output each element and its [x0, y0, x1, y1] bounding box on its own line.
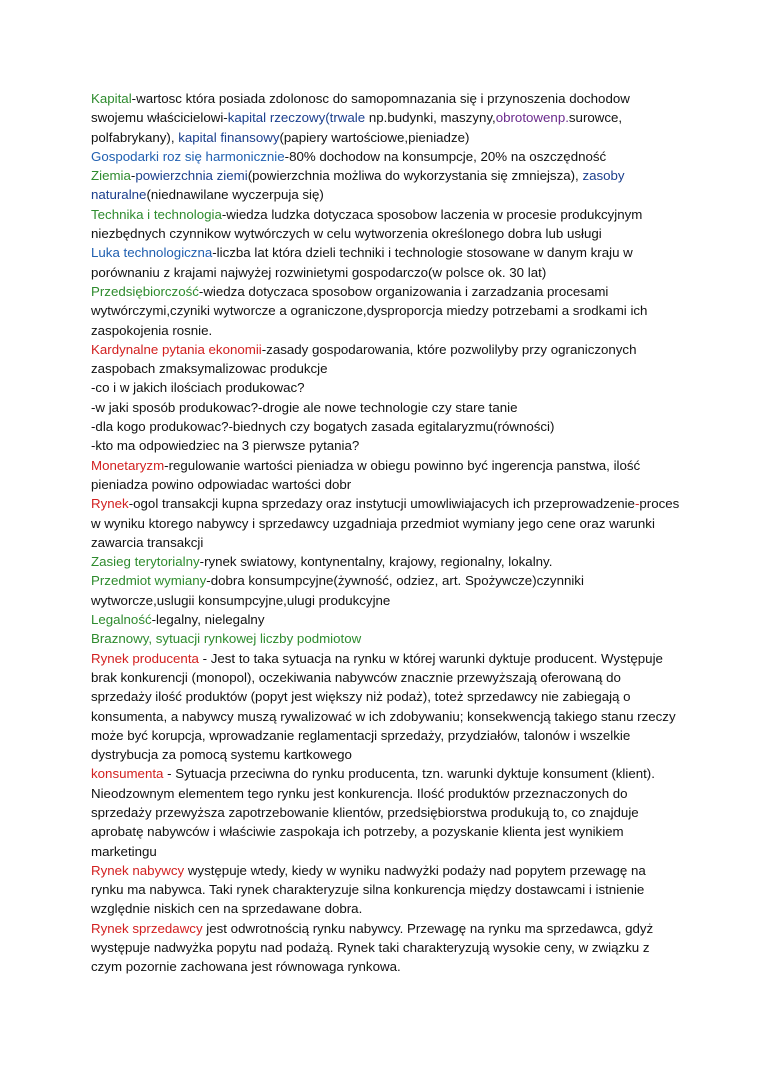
text-segment: obrotowenp.	[495, 110, 569, 126]
term-legalnosc: Legalność	[91, 612, 152, 628]
text-segment: -ogol transakcji kupna sprzedazy oraz instytucji umowliwiajacych ich przeprowadzenie	[128, 496, 635, 512]
text-segment: proces w wyniku ktorego nabywcy i sprzedawcy uzgadniaja przedmiot wymiany jego cene oraz warunki zawarcia transakcji	[91, 496, 680, 550]
paragraph-rynek-sprzedawcy	[91, 919, 681, 977]
term-luka: Luka technologiczna	[91, 245, 213, 261]
text-segment: - Sytuacja przeciwna do rynku producenta, tzn. warunki dyktuje konsument (klient). Nieodzownym elementem tego rynku jest konkurencja. Ilość produktów przeznaczonych do sprzedaży przewyższa zapotrzebowanie klientów, przedsiębiorstwa produkują to, co znajduje aprobatę nabywców i właściwie zaspokaja ich potrzeby, a pozyskanie klienta jest wynikiem marketingu	[91, 766, 655, 859]
text-segment: -co i w jakich ilościach produkowac?	[91, 380, 305, 396]
paragraph-q3	[91, 417, 681, 436]
term-zasieg: Zasieg terytorialny	[91, 554, 200, 570]
term-przedmiot: Przedmiot wymiany	[91, 573, 207, 589]
paragraph-przedsiebiorczosc	[91, 282, 681, 340]
paragraph-q2	[91, 398, 681, 417]
text-segment: -80% dochodow na konsumpcje, 20% na oszczędność	[284, 148, 607, 164]
paragraph-technika	[91, 205, 681, 244]
term-technika: Technika i technologia	[91, 206, 222, 222]
paragraph-ziemia	[91, 166, 681, 205]
text-segment: kapital rzeczowy(trwale	[227, 110, 369, 126]
text-segment: -wiedza dotyczaca sposobow organizowania i zarzadzania procesami wytwórczymi,czyniki wytworcze a ograniczone,dysproporcja miedzy potrzebami a srodkami ich zaspokojenia rosnie.	[91, 283, 648, 338]
text-segment: występuje wtedy, kiedy w wyniku nadwyżki podaży nad popytem przewagę na rynku ma nabywca. Taki rynek charakteryzuje silna konkurencja między dostawcami i istnienie względnie niskich cen na sprzedawane dobra.	[91, 862, 646, 917]
text-segment: -dla kogo produkowac?-biednych czy bogatych zasada egitalaryzmu(równości)	[91, 419, 555, 435]
text-segment: powierzchnia ziemi	[135, 168, 248, 184]
term-ziemia: Ziemia	[91, 168, 131, 184]
paragraph-przedmiot	[91, 571, 681, 610]
paragraph-rynek	[91, 494, 681, 552]
term-rynek: Rynek	[91, 496, 129, 512]
paragraph-zasieg	[91, 552, 681, 571]
term-monetaryzm: Monetaryzm	[91, 457, 165, 473]
text-segment: (niednawilane wyczerpuja się)	[146, 187, 324, 203]
text-segment: (papiery wartościowe,pieniadze)	[279, 129, 470, 145]
text-segment: -regulowanie wartości pieniadza w obiegu powinno być ingerencja panstwa, ilość pieniadza powino odpowiadac wartości dobr	[91, 457, 641, 492]
paragraph-q1	[91, 378, 681, 397]
text-segment: - Jest to taka sytuacja na rynku w której warunki dyktuje producent. Występuje brak konkurencji (monopol), oczekiwania nabywców znacznie przewyższają oferowaną do sprzedaży ilość produktów (popyt jest większy niż podaż), toteż sprzedawcy nie zabiegają o konsumenta, a nabywcy muszą rywalizować w ich zdobywaniu; konsekwencją takiego stanu rzeczy może być korupcja, wprowadzanie reglamentacji sprzedaży, przydziałów, talonów i wszelkie dystrybucja za pomocą systemu kartkowego	[91, 650, 676, 763]
paragraph-rynek-nabywcy	[91, 861, 681, 919]
text-segment: -w jaki sposób produkowac?-drogie ale nowe technologie czy stare tanie	[91, 399, 518, 415]
paragraph-legalnosc	[91, 610, 681, 629]
term-kardynalne: Kardynalne pytania ekonomii	[91, 341, 262, 357]
term-przedsiebiorczosc: Przedsiębiorczość	[91, 283, 199, 299]
text-segment: zasoby naturalne	[91, 168, 625, 203]
term-kapital: Kapital	[91, 91, 132, 106]
term-rynek-sprzedawcy: Rynek sprzedawcy	[91, 920, 203, 936]
text-segment: -legalny, nielegalny	[151, 612, 265, 628]
text-segment: -dobra konsumpcyjne(żywność, odziez, art. Spożywcze)czynniki wytworcze,uslugii konsumpcyjne,ulugi produkcyjne	[91, 573, 584, 608]
paragraph-rynek-producenta	[91, 649, 681, 765]
text-segment: -zasady gospodarowania, które pozwolilyby przy ograniczonych zaspobach zmaksymalizowac produkcje	[91, 341, 637, 377]
paragraph-gospodarki	[91, 147, 681, 166]
text-segment: kapital finansowy	[178, 129, 280, 145]
term-konsumenta: konsumenta	[91, 766, 164, 782]
paragraph-kardynalne	[91, 340, 681, 379]
paragraph-konsumenta	[91, 764, 681, 860]
text-segment: -kto ma odpowiedziec na 3 pierwsze pytania?	[91, 438, 360, 454]
text-segment: -liczba lat która dzieli techniki i technologie stosowane w danym kraju w porównaniu z krajami najwyżej rozwinietymi gospodarczo(w polsce ok. 30 lat)	[91, 245, 633, 280]
term-rynek-nabywcy: Rynek nabywcy	[91, 862, 185, 878]
text-segment: -	[634, 496, 640, 512]
text-segment: jest odwrotnością rynku nabywcy. Przewagę na rynku ma sprzedawca, gdyż występuje nadwyżka popytu nad podażą. Rynek taki charakteryzują wysokie ceny, w związku z czym pozornie zachowana jest równowaga rynkowa.	[91, 920, 654, 975]
text-segment: -wiedza ludzka dotyczaca sposobow laczenia w procesie produkcyjnym niezbędnych czynnikow wytwórczych w celu wytworzenia określonego dobra lub usługi	[91, 206, 643, 242]
text-segment: -rynek swiatowy, kontynentalny, krajowy, regionalny, lokalny.	[199, 554, 553, 570]
text-segment: -wartosc która posiada zdolonosc do samopomnazania się i przynoszenia dochodow swojemu właścicielowi-	[91, 91, 630, 126]
term-braznowy: Braznowy, sytuacji rynkowej liczby podmiotow	[91, 631, 362, 647]
text-segment: surowce, polfabrykany),	[91, 110, 623, 145]
text-segment: -	[130, 168, 136, 184]
text-segment: np.budynki, maszyny,	[368, 110, 496, 126]
paragraph-kapital	[91, 89, 681, 147]
text-segment: (powierzchnia możliwa do wykorzystania się zmniejsza),	[247, 168, 583, 184]
paragraph-luka	[91, 243, 681, 282]
document-body	[91, 89, 681, 977]
paragraph-braznowy	[91, 629, 681, 648]
term-rynek-producenta: Rynek producenta	[91, 650, 199, 666]
paragraph-q4	[91, 436, 681, 455]
term-gospodarki: Gospodarki roz się harmonicznie	[91, 148, 285, 164]
paragraph-monetaryzm	[91, 456, 681, 495]
